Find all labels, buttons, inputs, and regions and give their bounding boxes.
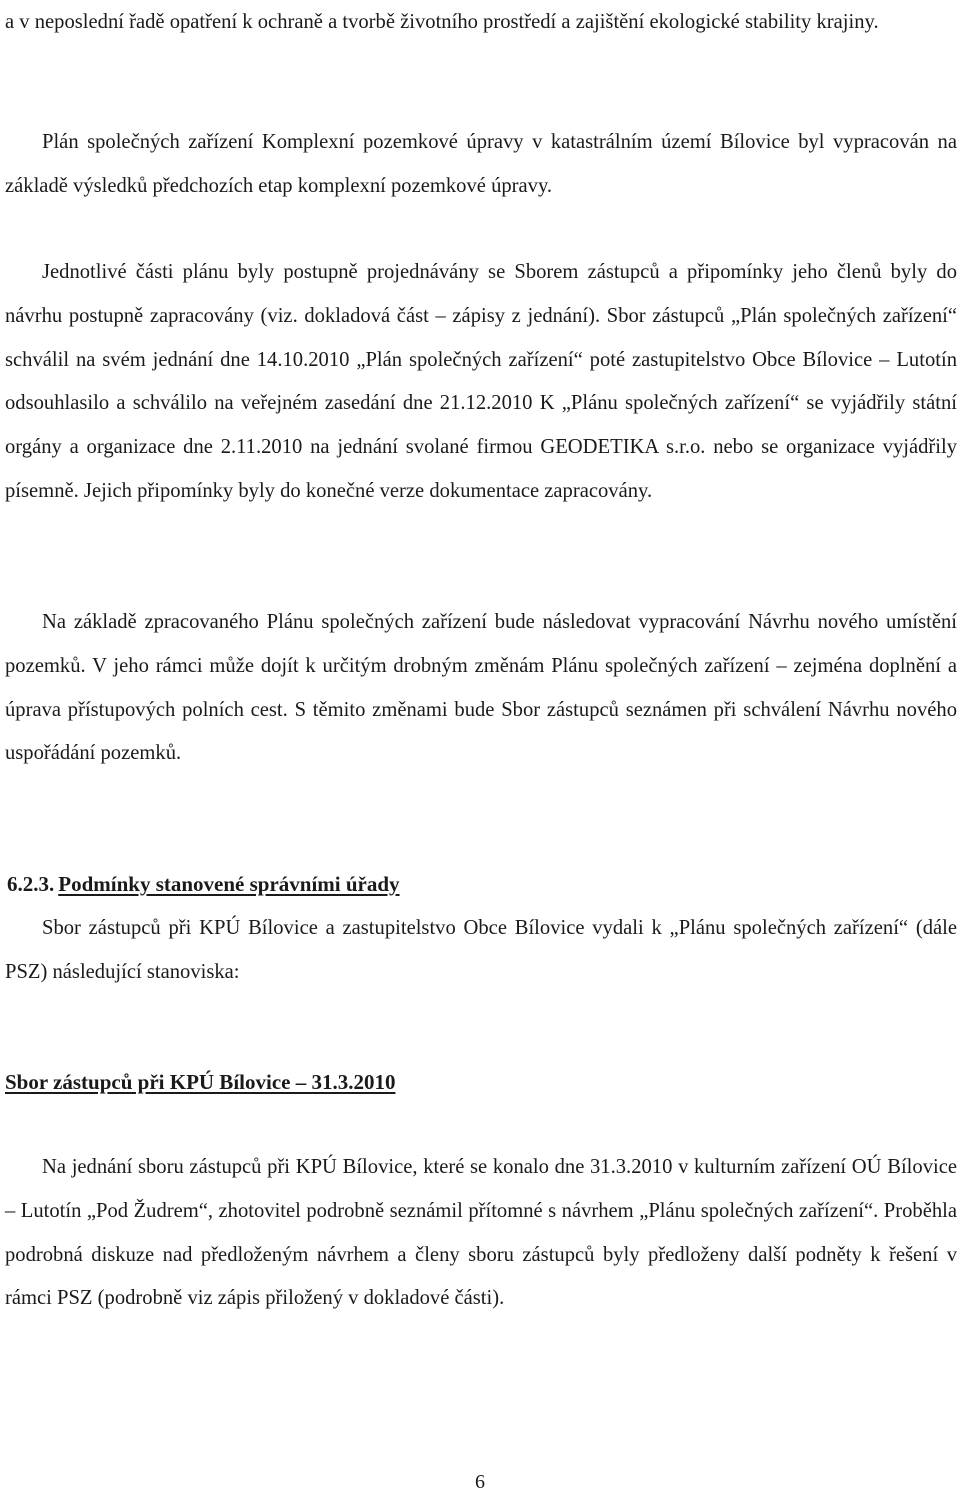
section-heading — [7, 870, 400, 898]
paragraph-section: Sbor zástupců při KPÚ Bílovice a zastupitelstvo Obce Bílovice vydali k „Plánu společných zařízení“ (dále PSZ) následující stanoviska: — [5, 917, 957, 983]
section-number: 6.2.3. — [7, 872, 55, 896]
section-title: Podmínky stanovené správními úřady — [58, 872, 400, 896]
page-number: 6 — [475, 1471, 485, 1493]
paragraph-meeting: Na jednání sboru zástupců při KPÚ Bílovice, které se konalo dne 31.3.2010 v kulturním zařízení OÚ Bílovice – Lutotín „Pod Žudrem“, zhotovitel podrobně seznámil přítomné s návrhem „Plánu společných zařízení“. Proběhla podrobná diskuze nad předloženým návrhem a členy sboru zástupců byly předloženy další podněty k řešení v rámci PSZ (podrobně viz zápis přiložený v dokladové části). — [5, 1156, 957, 1310]
paragraph-plan: Plán společných zařízení Komplexní pozemkové úpravy v katastrálním území Bílovice byl vypracován na základě výsledků předchozích etap komplexní pozemkové úpravy. — [5, 131, 957, 197]
paragraph-parts: Jednotlivé části plánu byly postupně projednávány se Sborem zástupců a připomínky jeho členů byly do návrhu postupně zapracovány (viz. dokladová část – zápisy z jednání). Sbor zástupců „Plán společných zařízení“ schválil na svém jednání dne 14.10.2010 „Plán společných zařízení“ poté zastupitelstvo Obce Bílovice – Lutotín odsouhlasilo a schválilo na veřejném zasedání dne 21.12.2010 K „Plánu společných zařízení“ se vyjádřily státní orgány a organizace dne 2.11.2010 na jednání svolané firmou GEODETIKA s.r.o. nebo se organizace vyjádřily písemně. Jejich připomínky byly do konečné verze dokumentace zapracovány. — [5, 261, 957, 502]
paragraph-intro: a v neposlední řadě opatření k ochraně a tvorbě životního prostředí a zajištění ekologické stability krajiny. — [5, 11, 879, 33]
subsection-heading: Sbor zástupců při KPÚ Bílovice – 31.3.2010 — [5, 1070, 396, 1094]
paragraph-basis: Na základě zpracovaného Plánu společných zařízení bude následovat vypracování Návrhu nového umístění pozemků. V jeho rámci může dojít k určitým drobným změnám Plánu společných zařízení – zejména doplnění a úprava přístupových polních cest. S těmito změnami bude Sbor zástupců seznámen při schválení Návrhu nového uspořádání pozemků. — [5, 611, 957, 765]
